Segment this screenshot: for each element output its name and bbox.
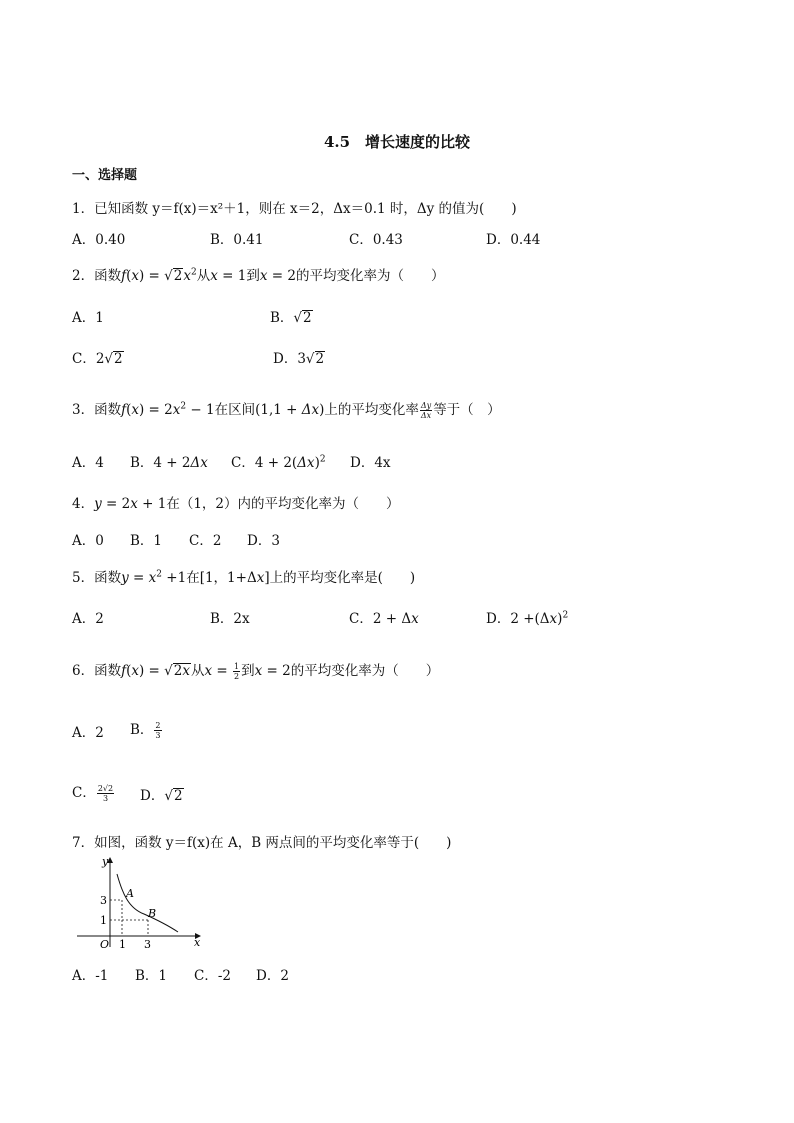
q2-num: 2．函数: [72, 268, 122, 284]
q4-option-c: C．2: [189, 533, 222, 549]
point-b-label: B: [148, 907, 157, 920]
question-3-stem: 3．函数$f(x) = 2x^2 - 1$在区间(1,1 + Δx)上的平均变化率 $\frac{\Delta y}{\Delta x}$ 等于（ ）: [72, 401, 501, 420]
q1-option-d: D．0.44: [486, 232, 541, 248]
q7-option-a: A．-1: [72, 968, 109, 984]
q2-mid: 从: [196, 268, 211, 284]
q1-option-a: A．0.40: [72, 232, 126, 248]
q5-option-c: C．2 + Δx: [349, 611, 419, 627]
q2-option-c: C．2√2: [72, 351, 123, 367]
q6-option-b: B． $\frac{2}{3}$: [130, 721, 161, 740]
point-a-label: A: [126, 887, 134, 900]
curve: [117, 874, 178, 932]
q6-option-d: D．√2: [140, 788, 183, 804]
x-tick-1: 1: [119, 938, 126, 951]
function-graph: [72, 852, 212, 952]
q4-option-b: B．1: [130, 533, 163, 549]
q2-option-d: D．3√2: [273, 351, 325, 367]
q5-option-b: B．2x: [210, 611, 250, 627]
one-half-fraction: $\frac{1}{2}$: [234, 662, 240, 681]
q6-option-c: C． $\frac{2√2}{3}$: [72, 784, 114, 803]
q2-mid2: 到: [246, 268, 260, 284]
q5-option-a: A．2: [72, 611, 104, 627]
question-1-stem: 1．已知函数 y＝f(x)＝x²＋1，则在 x＝2，Δx＝0.1 时，Δy 的值为( ): [72, 201, 517, 217]
q3-option-a: A．4: [72, 455, 104, 471]
q3-option-d: D．4x: [350, 455, 391, 471]
question-2-stem: 2．函数$f(x) = √2x^2$从x = 1到x = 2的平均变化率为（ ）: [72, 267, 445, 284]
y-axis-label: y: [102, 855, 109, 868]
origin-label: O: [100, 938, 110, 951]
q2-end: 的平均变化率为（ ）: [295, 268, 445, 284]
q5-option-d: D．$2 +(\Delta x)^2$: [486, 610, 569, 627]
q7-option-d: D．2: [256, 968, 289, 984]
q2-option-a: A．1: [72, 310, 104, 326]
question-7-stem: 7．如图，函数 y＝f(x)在 A，B 两点间的平均变化率等于( ): [72, 835, 452, 851]
sqrt-2: √2: [164, 268, 183, 284]
q2-option-b: B．√2: [270, 310, 312, 326]
question-6-stem: 6．函数f(x) = √2x从x = $\frac{1}{2}$ 到x = 2的平均变化率为（ ）: [72, 662, 440, 681]
q1-option-c: C．0.43: [349, 232, 403, 248]
y-tick-1: 1: [100, 914, 107, 927]
q6-option-a: A．2: [72, 725, 104, 741]
question-5-stem: 5．函数$y = x^2 +1$在[1，1+Δx]上的平均变化率是( ): [72, 569, 416, 586]
q7-option-b: B．1: [135, 968, 168, 984]
x-tick-3: 3: [144, 938, 151, 951]
y-tick-3: 3: [100, 894, 107, 907]
q3-option-b: B．4 + 2Δx: [130, 455, 208, 471]
section-heading: 一、选择题: [72, 168, 138, 183]
question-4-stem: 4．y = 2x + 1在（1，2）内的平均变化率为（ ）: [72, 496, 400, 512]
q2-function: f: [121, 268, 127, 284]
q4-option-d: D．3: [247, 533, 280, 549]
x-axis-label: x: [194, 936, 201, 949]
q3-option-c: C．$4 + 2(\Delta x)^2$: [231, 454, 326, 471]
q1-option-b: B．0.41: [210, 232, 264, 248]
q4-option-a: A．0: [72, 533, 104, 549]
dy-dx-fraction: $\frac{\Delta y}{\Delta x}$: [420, 401, 432, 420]
q7-option-c: C．-2: [194, 968, 231, 984]
page-title: 4.5 增长速度的比较: [323, 133, 471, 151]
